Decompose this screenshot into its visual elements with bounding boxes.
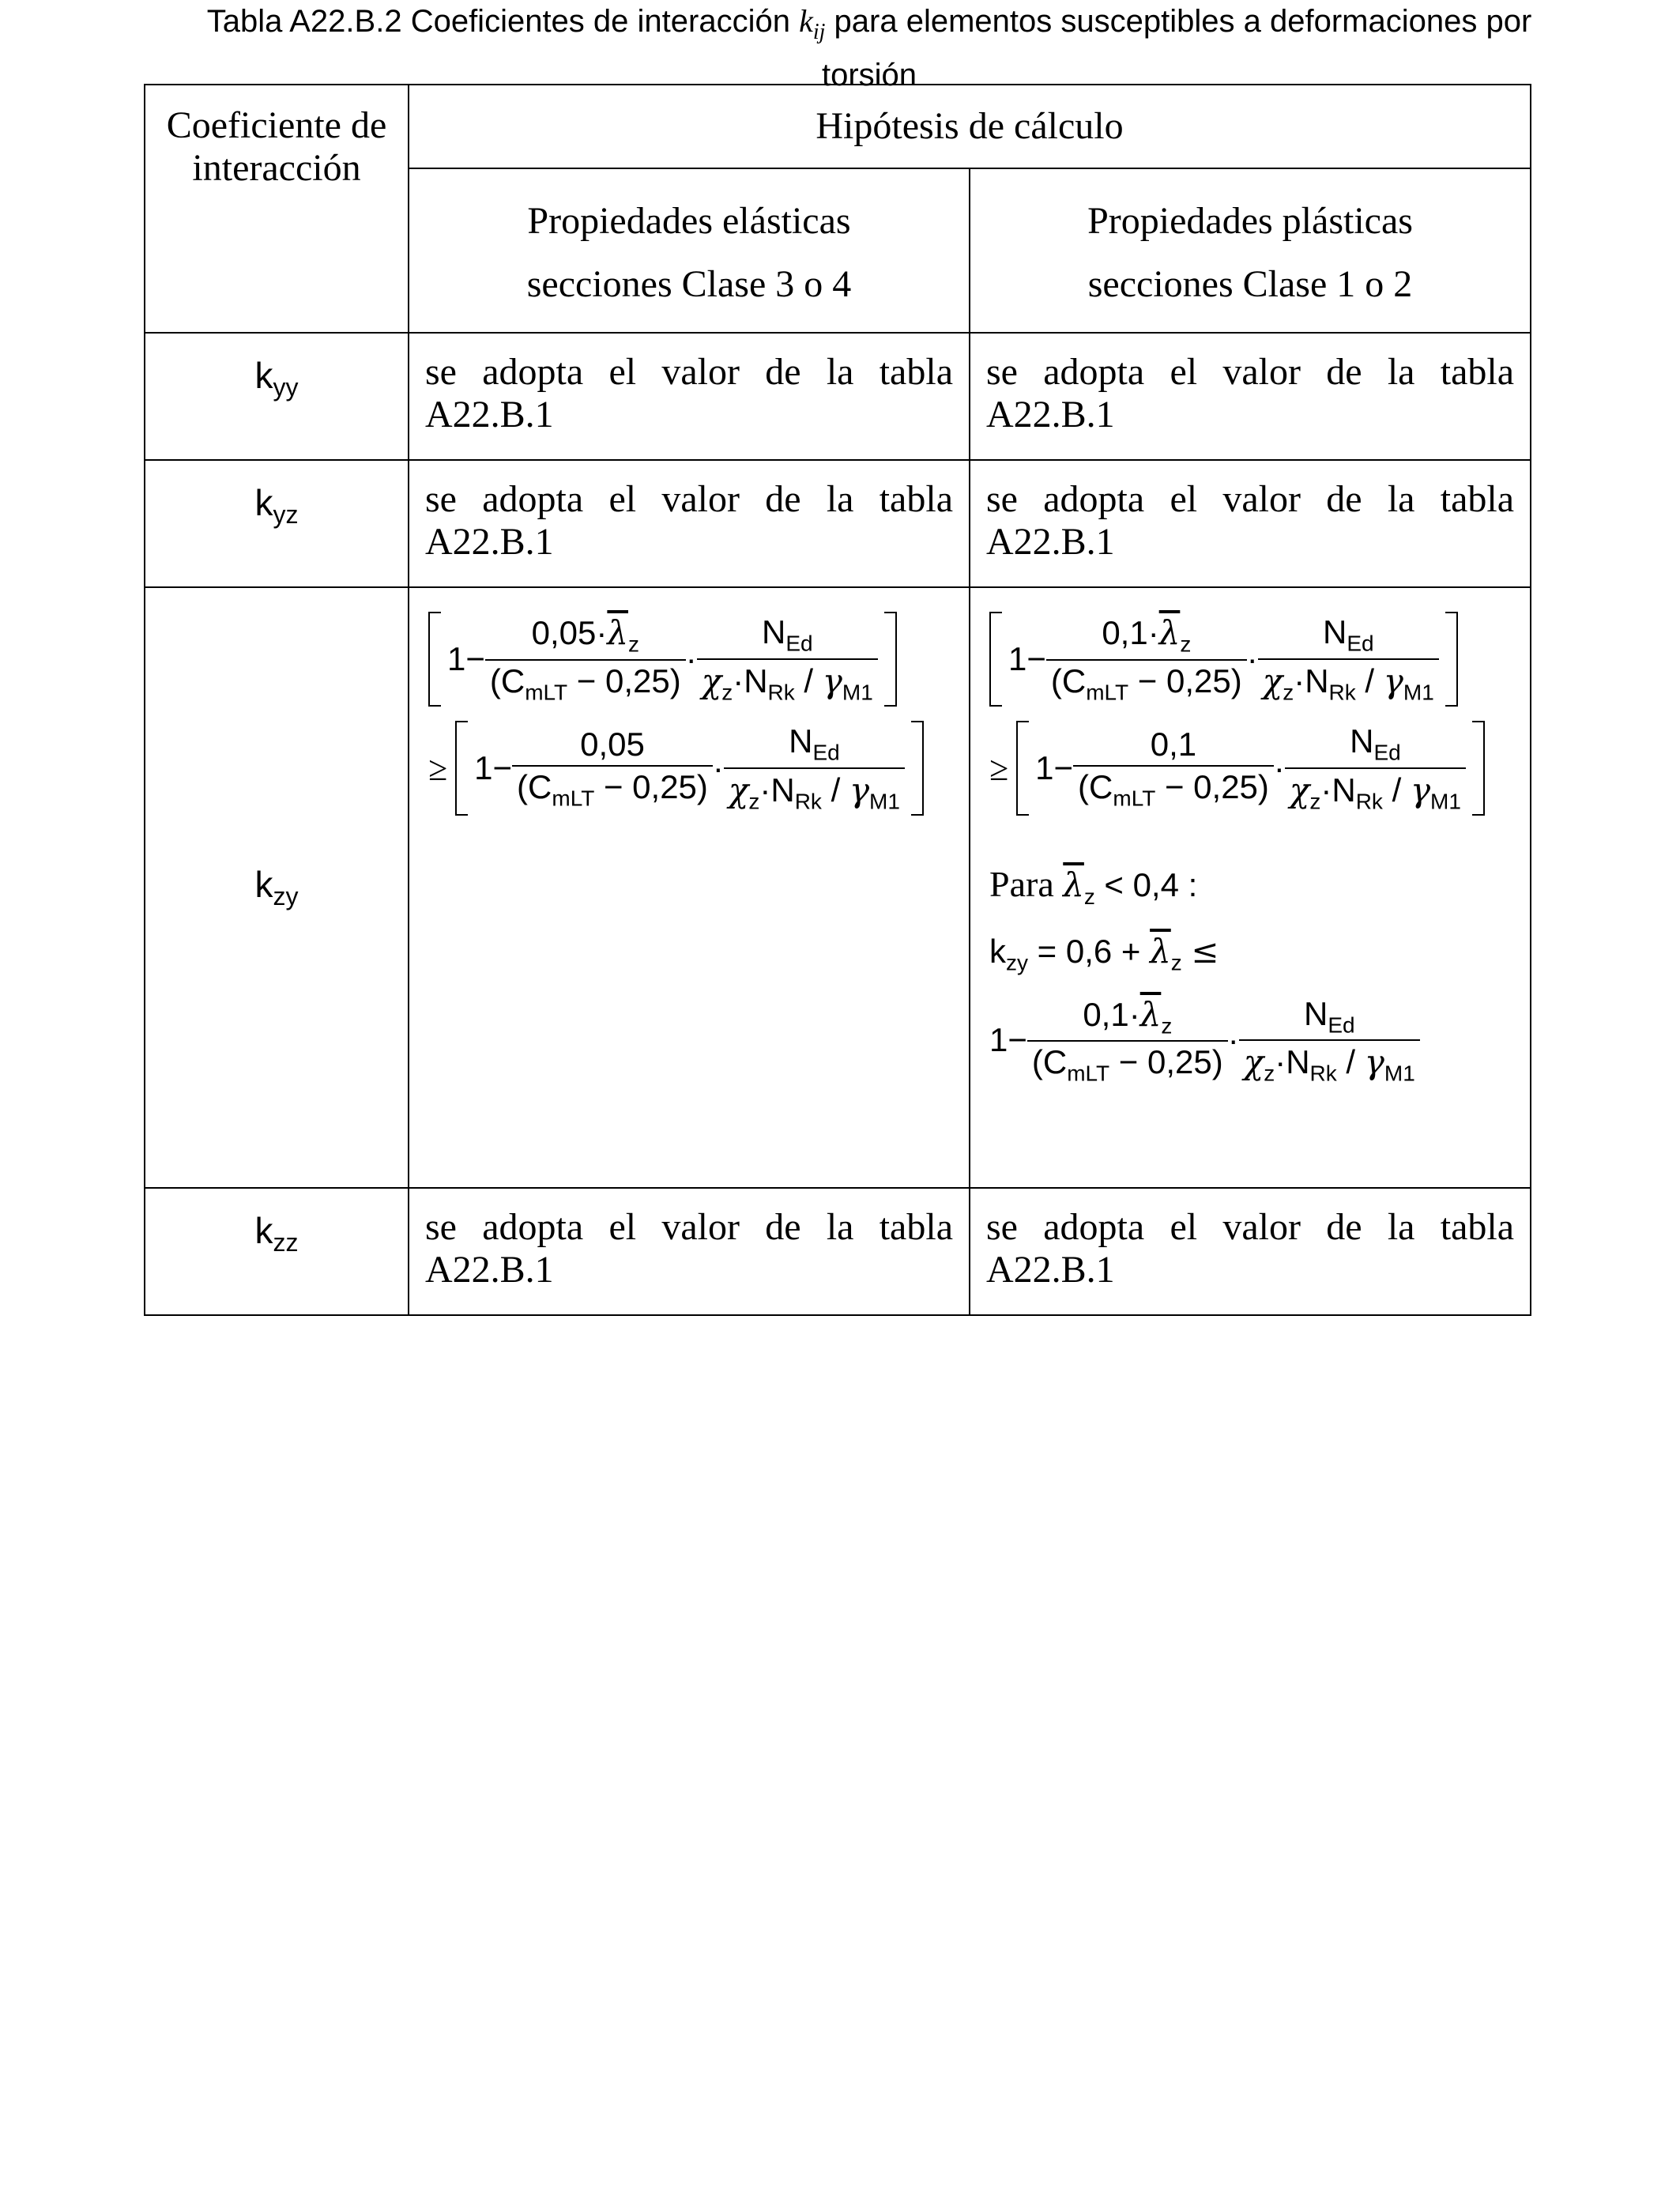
row-kyy-plastic: se adopta el valor de la tabla A22.B.1: [970, 333, 1531, 460]
row-kyz-label: $k_{yz}$: [145, 460, 409, 587]
kzy-equation: $k_{zy} = 0,6 + \overline{\lambda}_z$ ≤: [989, 932, 1219, 975]
row-kyy-label: $k_{yy}$: [145, 333, 409, 460]
row-kzz-elastic: se adopta el valor de la tabla A22.B.1: [409, 1188, 970, 1315]
row-kzy-label: $k_{zy}$: [145, 587, 409, 1188]
caption-symbol: $k_{ij}$: [799, 3, 826, 44]
formula-plastic-3: 1− $\frac{0,1\cdot\overline{\lambda}_z}{(C_{mLT} - 0,25)}$ · $\frac{N_{Ed}}{\chi_z\cdot N_{Rk} / \gamma_{M1}}$: [989, 995, 1516, 1087]
row-kzz-plastic: se adopta el valor de la tabla A22.B.1: [970, 1188, 1531, 1315]
row-kyz-elastic: se adopta el valor de la tabla A22.B.1: [409, 460, 970, 587]
row-kzz-label: $k_{zz}$: [145, 1188, 409, 1315]
formula-elastic-1: 1− $\frac{0,05\cdot\overline{\lambda}_z}{(C_{mLT} - 0,25)}$ · $\frac{N_{Ed}}{\chi_z\cdot N_{Rk} / \gamma_{M1}}$: [428, 612, 955, 707]
formula-plastic-1: 1− $\frac{0,1\cdot\overline{\lambda}_z}{(C_{mLT} - 0,25)}$ · $\frac{N_{Ed}}{\chi_z\cdot N_{Rk} / \gamma_{M1}}$: [989, 612, 1516, 707]
header-hipotesis: Hipótesis de cálculo: [409, 85, 1531, 168]
condition-para: Para $\overline{\lambda}_z < 0,4$ :: [989, 864, 1198, 910]
formula-plastic-2: ≥ 1− $\frac{0,1}{(C_{mLT} - 0,25)}$ · $\frac{N_{Ed}}{\chi_z\cdot N_{Rk} / \gamma_{M1}}$: [989, 721, 1516, 816]
caption-text: Tabla A22.B.2 Coeficientes de interacción: [206, 4, 790, 39]
header-coef: Coeficiente de interacción: [145, 85, 409, 333]
caption-line2: torsión: [821, 58, 917, 92]
table-caption: [119, 0, 1620, 96]
coefficients-table: [144, 84, 1531, 1316]
caption-text-end: para elementos susceptibles a deformaciones por: [834, 4, 1532, 39]
row-kyz-plastic: se adopta el valor de la tabla A22.B.1: [970, 460, 1531, 587]
row-kyy-elastic: se adopta el valor de la tabla A22.B.1: [409, 333, 970, 460]
header-plastic: Propiedades plásticas secciones Clase 1 o 2: [970, 168, 1531, 333]
formula-elastic-2: ≥ 1− $\frac{0,05}{(C_{mLT} - 0,25)}$ · $\frac{N_{Ed}}{\chi_z\cdot N_{Rk} / \gamma_{M1}}$: [428, 721, 955, 816]
row-kzy-elastic: [409, 587, 970, 1188]
header-elastic: Propiedades elásticas secciones Clase 3 o 4: [409, 168, 970, 333]
row-kzy-plastic: [970, 587, 1531, 1188]
